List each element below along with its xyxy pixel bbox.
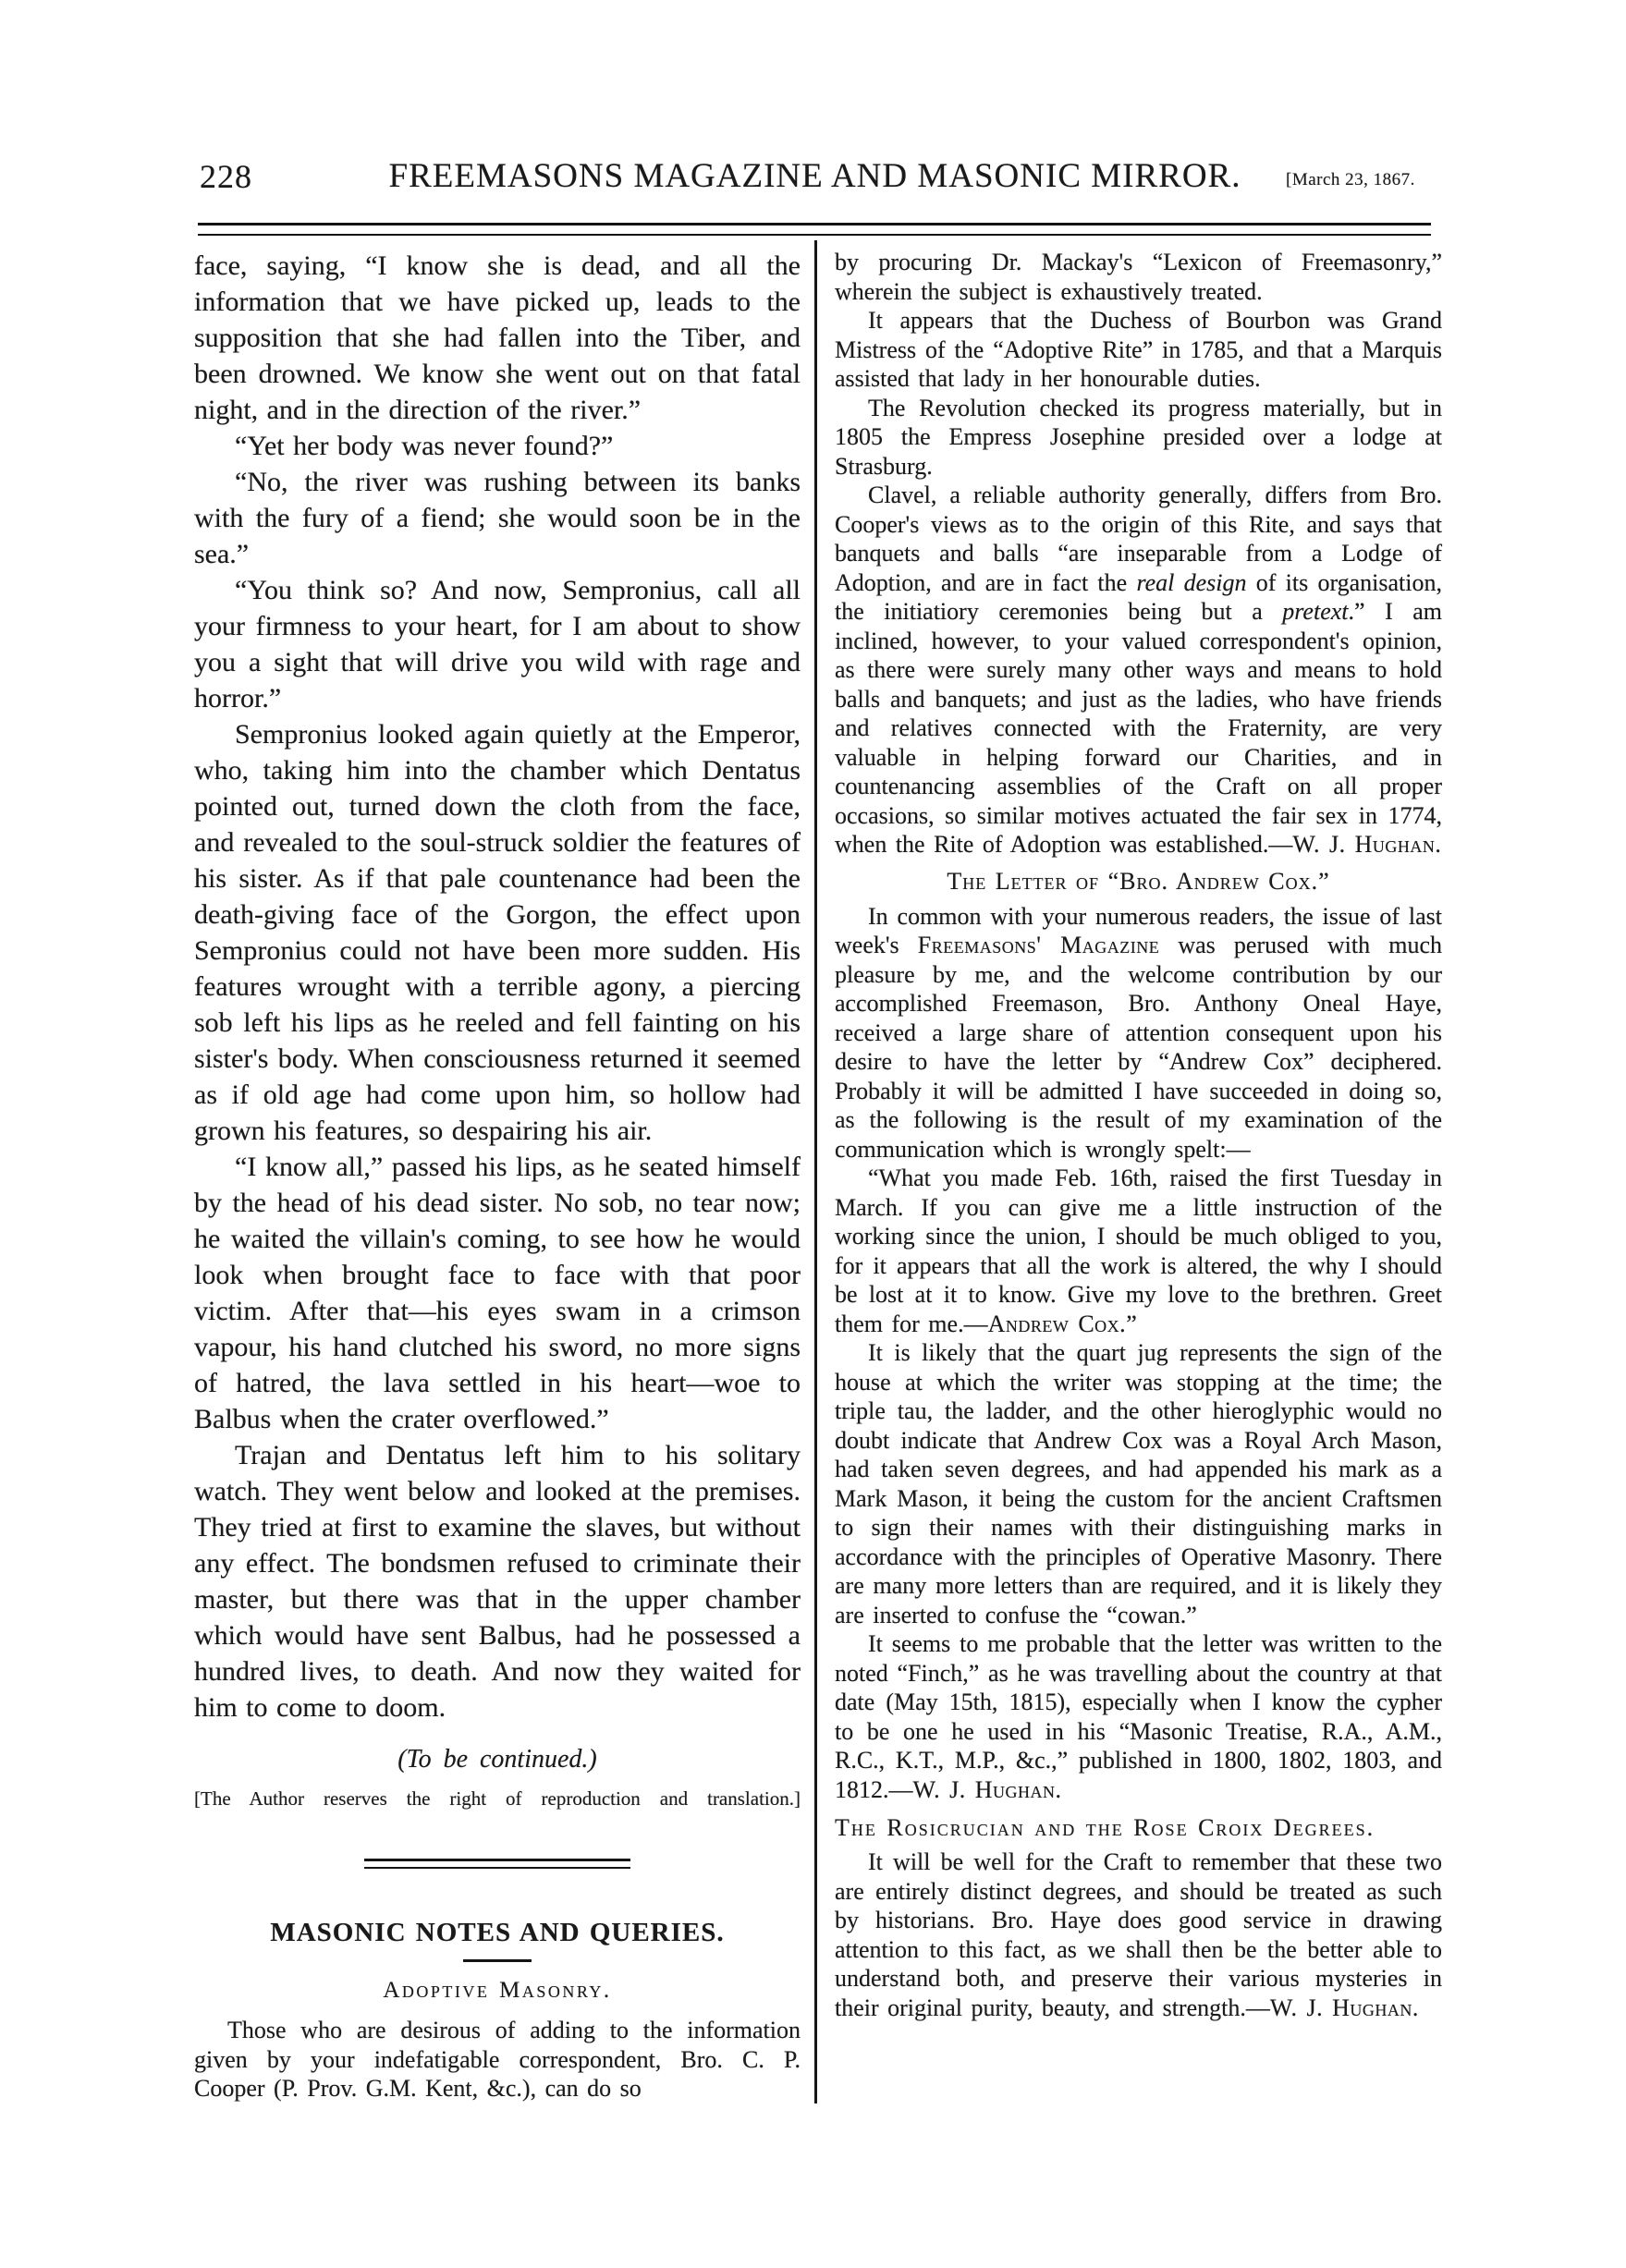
text-paragraph bbox=[194, 2016, 801, 2103]
text-paragraph bbox=[835, 902, 1442, 1164]
article-heading: The Rosicrucian and the Rose Croix Degrees. bbox=[835, 1814, 1375, 1841]
text-paragraph bbox=[194, 248, 801, 428]
page-number: 228 bbox=[200, 158, 252, 195]
right-column bbox=[835, 248, 1442, 2022]
text-run: of its organisation, the initiatiory ceremonies being but a bbox=[835, 568, 1443, 625]
article-subheading: Adoptive Masonry. bbox=[383, 1978, 612, 2003]
text-paragraph bbox=[194, 572, 801, 716]
text-paragraph bbox=[194, 428, 801, 464]
text-run: Sempronius looked again quietly at the Emperor, who, taking him into the chamber which Dentatus pointed out, turned down the cloth from the face, and revealed to the soul-struck soldier the features of his sister. As if that pale countenance had been the death-giving face of the Gorgon, the effect upon Sempronius could not have been more sudden. His features wrought with a terrible agony, a piercing sob left his lips as he reeled and fell fainting on his sister's body. When consciousness returned it seemed as if old age had come upon him, so hollow had grown his features, so despairing his air. bbox=[194, 719, 801, 1146]
small-caps-text-run: Andrew Cox. bbox=[987, 1310, 1127, 1337]
italic-text-run: pretext bbox=[1282, 598, 1349, 625]
text-run: Trajan and Dentatus left him to his solitary watch. They went below and looked at the premises. They tried at first to examine the slaves, but without any effect. The bondsmen refused to criminate their master, but there was that in the upper chamber which would have sent Balbus, had he possessed a hundred lives, to death. And now they waited for him to come to doom. bbox=[194, 1440, 801, 1723]
text-paragraph bbox=[194, 716, 801, 1149]
magazine-title: FREEMASONS MAGAZINE AND MASONIC MIRROR. bbox=[388, 157, 1241, 195]
text-paragraph bbox=[835, 1629, 1442, 1804]
text-paragraph bbox=[194, 464, 801, 572]
text-paragraph bbox=[835, 1847, 1442, 2022]
small-caps-text-run: Freemasons' Magazine bbox=[917, 932, 1160, 958]
text-run: Clavel, a reliable authority generally, differs from Bro. Cooper's views as to the origin of this Rite, and says that banquets and balls “are inseparable from a Lodge of Adoption, and are in fact the bbox=[835, 482, 1442, 596]
text-paragraph bbox=[835, 1164, 1442, 1338]
text-run: “You think so? And now, Sempronius, call all your firmness to your heart, for I am about to show you a sight that will drive you wild with rage and horror.” bbox=[194, 575, 801, 713]
text-paragraph bbox=[835, 248, 1442, 306]
issue-date: [March 23, 1867. bbox=[1286, 170, 1415, 189]
text-run: In common with your numerous readers, the issue of last week's bbox=[835, 902, 1442, 958]
text-run: .” I am inclined, however, to your valued correspondent's opinion, as there were surely many other ways and means to hold balls and banquets; and just as the ladies, who have friends and relatives connected with the Fraternity, are very valuable in helping forward our Charities, and in countenancing assemblies of the Craft on all proper occasions, so similar motives actuated the fair sex in 1774, when the Rite of Adoption was established.— bbox=[835, 598, 1442, 858]
left-column bbox=[194, 248, 801, 2103]
text-paragraph bbox=[835, 1338, 1442, 1629]
article-heading: The Letter of “Bro. Andrew Cox.” bbox=[947, 867, 1330, 895]
text-run: “Yet her body was never found?” bbox=[235, 431, 614, 461]
text-run: by procuring Dr. Mackay's “Lexicon of Freemasonry,” wherein the subject is exhaustively treated. bbox=[835, 249, 1442, 305]
italic-text-run: real design bbox=[1136, 568, 1247, 596]
small-caps-text-run: W. J. Hughan. bbox=[1269, 1994, 1419, 2021]
to-be-continued-note: (To be continued.) bbox=[397, 1745, 597, 1774]
text-run: Those who are desirous of adding to the information given by your indefatigable correspondent, Bro. C. P. Cooper (P. Prov. G.M. Kent, &c.), can do so bbox=[194, 2017, 801, 2102]
section-title: MASONIC NOTES AND QUERIES. bbox=[270, 1918, 725, 1947]
text-run: was perused with much pleasure by me, and the welcome contribution by our accomplished Freemason, Bro. Anthony Oneal Haye, received a large share of attention consequent upon his desire to have the letter by “Andrew Cox” deciphered. Probably it will be admitted I have succeeded in doing so, as the following is the result of my examination of the communication which is wrongly spelt:— bbox=[835, 932, 1443, 1163]
header-double-rule bbox=[198, 223, 1431, 236]
small-caps-text-run: W. J. Hughan. bbox=[1292, 831, 1442, 858]
text-paragraph bbox=[194, 1149, 801, 1437]
text-run: It is likely that the quart jug represents the sign of the house at which the writer was stopping at the time; the triple tau, the ladder, and the other hieroglyphic would no doubt indicate that Andrew Cox was a Royal Arch Mason, had taken seven degrees, and had appended his mark as a Mark Mason, it being the custom for the ancient Craftsmen to sign their names with their distinguishing marks in accordance with the principles of Operative Masonry. There are many more letters than are required, and it is likely they are inserted to confuse the “cowan.” bbox=[835, 1339, 1442, 1628]
author-rights-note: [The Author reserves the right of reproduction and translation.] bbox=[194, 1787, 801, 1810]
text-run: It seems to me probable that the letter was written to the noted “Finch,” as he was travelling about the country at that date (May 15th, 1815), especially when I know the cypher to be one he used in his “Masonic Treatise, R.A., A.M., R.C., K.T., M.P., &c.,” published in 1800, 1802, 1803, and 1812.— bbox=[835, 1630, 1442, 1803]
text-run: It appears that the Duchess of Bourbon was Grand Mistress of the “Adoptive Rite” in 1785, and that a Marquis assisted that lady in her honourable duties. bbox=[835, 307, 1442, 392]
text-run: It will be well for the Craft to remember that these two are entirely distinct degrees, and should be treated as such by historians. Bro. Haye does good service in drawing attention to this fact, as we shall then be the better able to understand both, and preserve their various mysteries in their original purity, beauty, and strength.— bbox=[835, 1848, 1442, 2021]
column-divider-rule bbox=[814, 240, 817, 2103]
text-paragraph bbox=[835, 306, 1442, 394]
text-paragraph bbox=[194, 1437, 801, 1725]
text-run: “No, the river was rushing between its banks with the fury of a fiend; she would soon be in the sea.” bbox=[194, 467, 801, 569]
text-run: “What you made Feb. 16th, raised the first Tuesday in March. If you can give me a little instruction of the working since the union, I should be much obliged to you, for it appears that all the work is altered, the why I should be lost at it to know. Give my love to the brethren. Greet them for me.— bbox=[835, 1164, 1442, 1337]
section-divider-rule bbox=[364, 1859, 630, 1869]
text-paragraph bbox=[835, 481, 1442, 860]
small-caps-text-run: W. J. Hughan. bbox=[912, 1775, 1062, 1803]
text-run: “I know all,” passed his lips, as he seated himself by the head of his dead sister. No sob, no tear now; he waited the villain's coming, to see how he would look when brought face to face with that poor victim. After that—his eyes swam in a crimson vapour, his hand clutched his sword, no more signs of hatred, the lava settled in his heart—woe to Balbus when the crater overflowed.” bbox=[194, 1152, 801, 1434]
text-run: ” bbox=[1126, 1310, 1137, 1337]
text-paragraph bbox=[835, 394, 1442, 482]
heading-underline-rule bbox=[463, 1959, 532, 1962]
text-run: face, saying, “I know she is dead, and all the information that we have picked up, leads to the supposition that she had fallen into the Tiber, and been drowned. We know she went out on that fatal night, and in the direction of the river.” bbox=[194, 250, 801, 425]
text-run: The Revolution checked its progress materially, but in 1805 the Empress Josephine presided over a lodge at Strasburg. bbox=[835, 394, 1442, 480]
